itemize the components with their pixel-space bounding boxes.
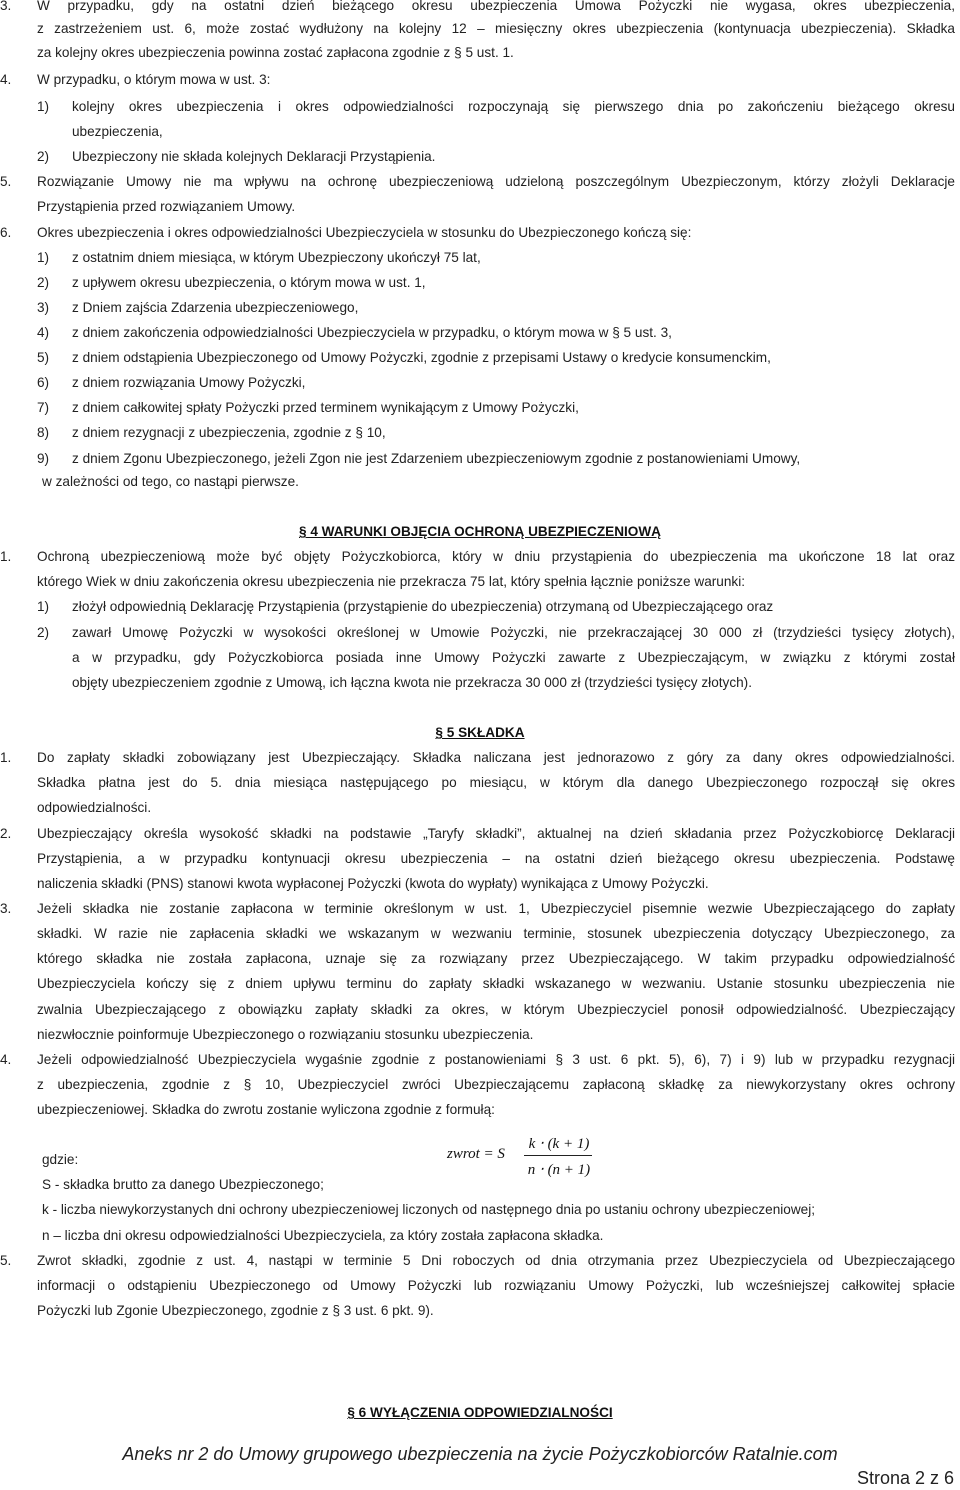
page-number: Strona 2 z 6 <box>856 1468 954 1488</box>
text: ubezpieczenia, <box>72 124 163 139</box>
text: objęty ubezpieczeniem zgodnie z Umową, ich łączna kwota nie przekracza 30 000 zł (trzydzieści tysięcy złotych). <box>72 675 752 690</box>
text: z zastrzeżeniem ust. 6, może zostać wydłużony na kolejny 12 – miesięczny okres ubezpieczenia (kontynuacja ubezpieczenia). Składka <box>37 21 955 36</box>
formula-numerator: k ⋅ (k + 1) <box>528 1136 590 1152</box>
text: Ubezpieczający określa wysokość składki na podstawie „Taryfy składki”, aktualnej na dzień składania przez Pożyczkobiorcę Deklaracji <box>37 826 955 841</box>
item-number: 4. <box>0 72 12 87</box>
item-number: 1. <box>0 549 12 564</box>
text: z dniem całkowitej spłaty Pożyczki przed terminem wynikającym z Umowy Pożyczki, <box>72 400 579 415</box>
text: Ubezpieczony nie składa kolejnych Deklaracji Przystąpienia. <box>72 149 436 164</box>
formula-denominator: n ⋅ (n + 1) <box>527 1162 591 1178</box>
text: Przystąpienia, a w przypadku kontynuacji okresu ubezpieczenia – na ostatni dzień bieżącego okresu ubezpieczenia. Podstawę <box>37 851 955 866</box>
text: ubezpieczeniowej. Składka do zwrotu zostanie wyliczona zgodnie z formułą: <box>37 1102 495 1117</box>
text: Składka płatna jest do 5. dnia miesiąca następującego po miesiącu, w którym dla danego Ubezpieczonego rozpoczął się okres <box>37 775 955 790</box>
text: z upływem okresu ubezpieczenia, o którym mowa w ust. 1, <box>72 275 426 290</box>
item-number: 3. <box>0 0 12 13</box>
list-number: 1) <box>37 99 50 114</box>
text: Rozwiązanie Umowy nie ma wpływu na ochronę ubezpieczeniową udzieloną poszczególnym Ubezpieczonym, którzy złożyli Deklaracje <box>37 174 955 189</box>
item-number: 6. <box>0 225 12 240</box>
list-number: 1) <box>37 599 50 614</box>
formula-lhs: zwrot = S <box>447 1146 505 1162</box>
text: odpowiedzialności. <box>37 800 152 815</box>
text: Jeżeli odpowiedzialność Ubezpieczyciela wygaśnie zgodnie z postanowieniami § 3 ust. 6 pkt. 5), 6), 7) i 9) lub w przypadku rezygnacji <box>37 1052 955 1067</box>
item-number: 2. <box>0 826 12 841</box>
text: gdzie: <box>42 1152 79 1167</box>
text: a w przypadku, gdy Pożyczkobiorca posiada inne Umowy Pożyczki zawarte z Ubezpieczającym, w związku z którymi został <box>72 650 955 665</box>
list-number: 2) <box>37 149 50 164</box>
item-number: 4. <box>0 1052 12 1067</box>
footer-document-title: Aneks nr 2 do Umowy grupowego ubezpieczenia na życie Pożyczkobiorców Ratalnie.com <box>122 1444 838 1464</box>
list-number: 6) <box>37 375 50 390</box>
text: Ubezpieczyciela kończy się z dniem upływu terminu do zapłaty składki wskazanego w wezwaniu. Ustanie stosunku ubezpieczenia nie <box>37 976 955 991</box>
text: S - składka brutto za danego Ubezpieczonego; <box>42 1177 324 1192</box>
text: zawarł Umowę Pożyczki w wysokości określonej w Umowie Pożyczki, nie przekraczającej 30 000 zł (trzydzieści tysięcy złotych), <box>72 625 955 640</box>
text: złożył odpowiednią Deklarację Przystąpienia (przystąpienie do ubezpieczenia) otrzymaną od Ubezpieczającego oraz <box>72 599 774 614</box>
text: Okres ubezpieczenia i okres odpowiedzialności Ubezpieczyciela w stosunku do Ubezpieczonego kończą się: <box>37 225 692 240</box>
text: Do zapłaty składki zobowiązany jest Ubezpieczający. Składka naliczana jest jednorazowo z góry za dany okres odpowiedzialności. <box>37 750 955 765</box>
text: niezwłocznie poinformuje Ubezpieczonego o rozwiązaniu stosunku ubezpieczenia. <box>37 1027 534 1042</box>
text: z dniem rozwiązania Umowy Pożyczki, <box>72 375 306 390</box>
text: którego Wiek w dniu zakończenia okresu ubezpieczenia nie przekracza 75 lat, który spełnia łącznie poniższe warunki: <box>37 574 745 589</box>
list-number: 4) <box>37 325 50 340</box>
list-number: 3) <box>37 300 50 315</box>
text: Jeżeli składka nie zostanie zapłacona w terminie określonym w ust. 1, Ubezpieczyciel pisemnie wezwie Ubezpieczającego do zapłaty <box>37 901 955 916</box>
text: k - liczba niewykorzystanych dni ochrony ubezpieczeniowej liczonych od następnego dnia po ustaniu ochrony ubezpieczeniowej; <box>42 1202 816 1217</box>
text: z dniem Zgonu Ubezpieczonego, jeżeli Zgon nie jest Zdarzeniem ubezpieczeniowym zgodnie z postanowieniami Umowy, <box>72 451 801 466</box>
text: składki. W razie nie zapłacenia składki we wskazanym w wezwaniu terminie, stosunek ubezpieczenia dotyczący Ubezpieczonego, za <box>37 926 955 941</box>
list-number: 7) <box>37 400 50 415</box>
text: Zwrot składki, zgodnie z ust. 4, nastąpi w terminie 5 Dni roboczych od dnia otrzymania przez Ubezpieczyciela od Ubezpieczającego <box>37 1253 955 1268</box>
text: Pożyczki lub Zgonie Ubezpieczonego, zgodnie z § 3 ust. 6 pkt. 9). <box>37 1303 434 1318</box>
text: naliczenia składki (PNS) stanowi kwota wypłaconej Pożyczki (kwota do wypłaty) wynikająca z Umowy Pożyczki. <box>37 876 709 891</box>
text: z dniem zakończenia odpowiedzialności Ubezpieczyciela w przypadku, o którym mowa w § 5 ust. 3, <box>72 325 672 340</box>
text: z ubezpieczenia, zgodnie z § 10, Ubezpieczyciel zwróci Ubezpieczającemu zapłaconą składkę za niewykorzystany okres ochrony <box>37 1077 955 1092</box>
text: z ostatnim dniem miesiąca, w którym Ubezpieczony ukończył 75 lat, <box>72 250 481 265</box>
item-number: 3. <box>0 901 12 916</box>
text: n – liczba dni okresu odpowiedzialności Ubezpieczyciela, za który została zapłacona składka. <box>42 1228 604 1243</box>
text: W przypadku, o którym mowa w ust. 3: <box>37 72 271 87</box>
text: z dniem rezygnacji z ubezpieczenia, zgodnie z § 10, <box>72 425 386 440</box>
list-number: 8) <box>37 425 50 440</box>
list-number: 1) <box>37 250 50 265</box>
text: którego składka nie została zapłacona, uznaje się za rozwiązany przez Ubezpieczającego. W takim przypadku odpowiedzialność <box>37 951 955 966</box>
text: w zależności od tego, co nastąpi pierwsze. <box>42 474 299 489</box>
text: Przystąpienia przed rozwiązaniem Umowy. <box>37 199 296 214</box>
text: kolejny okres ubezpieczenia i okres odpowiedzialności rozpoczynają się pierwszego dnia po zakończeniu bieżącego okresu <box>72 99 955 114</box>
text: z dniem odstąpienia Ubezpieczonego od Umowy Pożyczki, zgodnie z przepisami Ustawy o kredycie konsumenckim, <box>72 350 771 365</box>
text: zwalnia Ubezpieczającego z obowiązku zapłaty składki za okres, w którym Ubezpieczyciel ponosił odpowiedzialność. Ubezpieczający <box>37 1002 955 1017</box>
text: informacji o odstąpieniu Ubezpieczonego od Umowy Pożyczki lub rozwiązaniu Umowy Pożyczki, lub wcześniejszej całkowitej spłacie <box>37 1278 955 1293</box>
item-number: 1. <box>0 750 12 765</box>
text: z Dniem zajścia Zdarzenia ubezpieczeniowego, <box>72 300 359 315</box>
text: Ochroną ubezpieczeniową może być objęty Pożyczkobiorca, który w dniu przystąpienia do ubezpieczenia ma ukończone 18 lat oraz <box>37 549 955 564</box>
list-number: 2) <box>37 275 50 290</box>
list-number: 2) <box>37 625 50 640</box>
list-number: 9) <box>37 451 50 466</box>
fraction-bar <box>524 1155 592 1156</box>
section-heading: § 5 SKŁADKA <box>435 725 525 740</box>
text: za kolejny okres ubezpieczenia powinna zostać zapłacona zgodnie z § 5 ust. 1. <box>37 45 514 60</box>
text: W przypadku, gdy na ostatni dzień bieżącego okresu ubezpieczenia Umowa Pożyczki nie wygasa, okres ubezpieczenia, <box>37 0 955 13</box>
section-heading: § 6 WYŁĄCZENIA ODPOWIEDZIALNOŚCI <box>347 1405 613 1420</box>
list-number: 5) <box>37 350 50 365</box>
item-number: 5. <box>0 1253 12 1268</box>
item-number: 5. <box>0 174 12 189</box>
section-heading: § 4 WARUNKI OBJĘCIA OCHRONĄ UBEZPIECZENIOWĄ <box>298 524 662 539</box>
